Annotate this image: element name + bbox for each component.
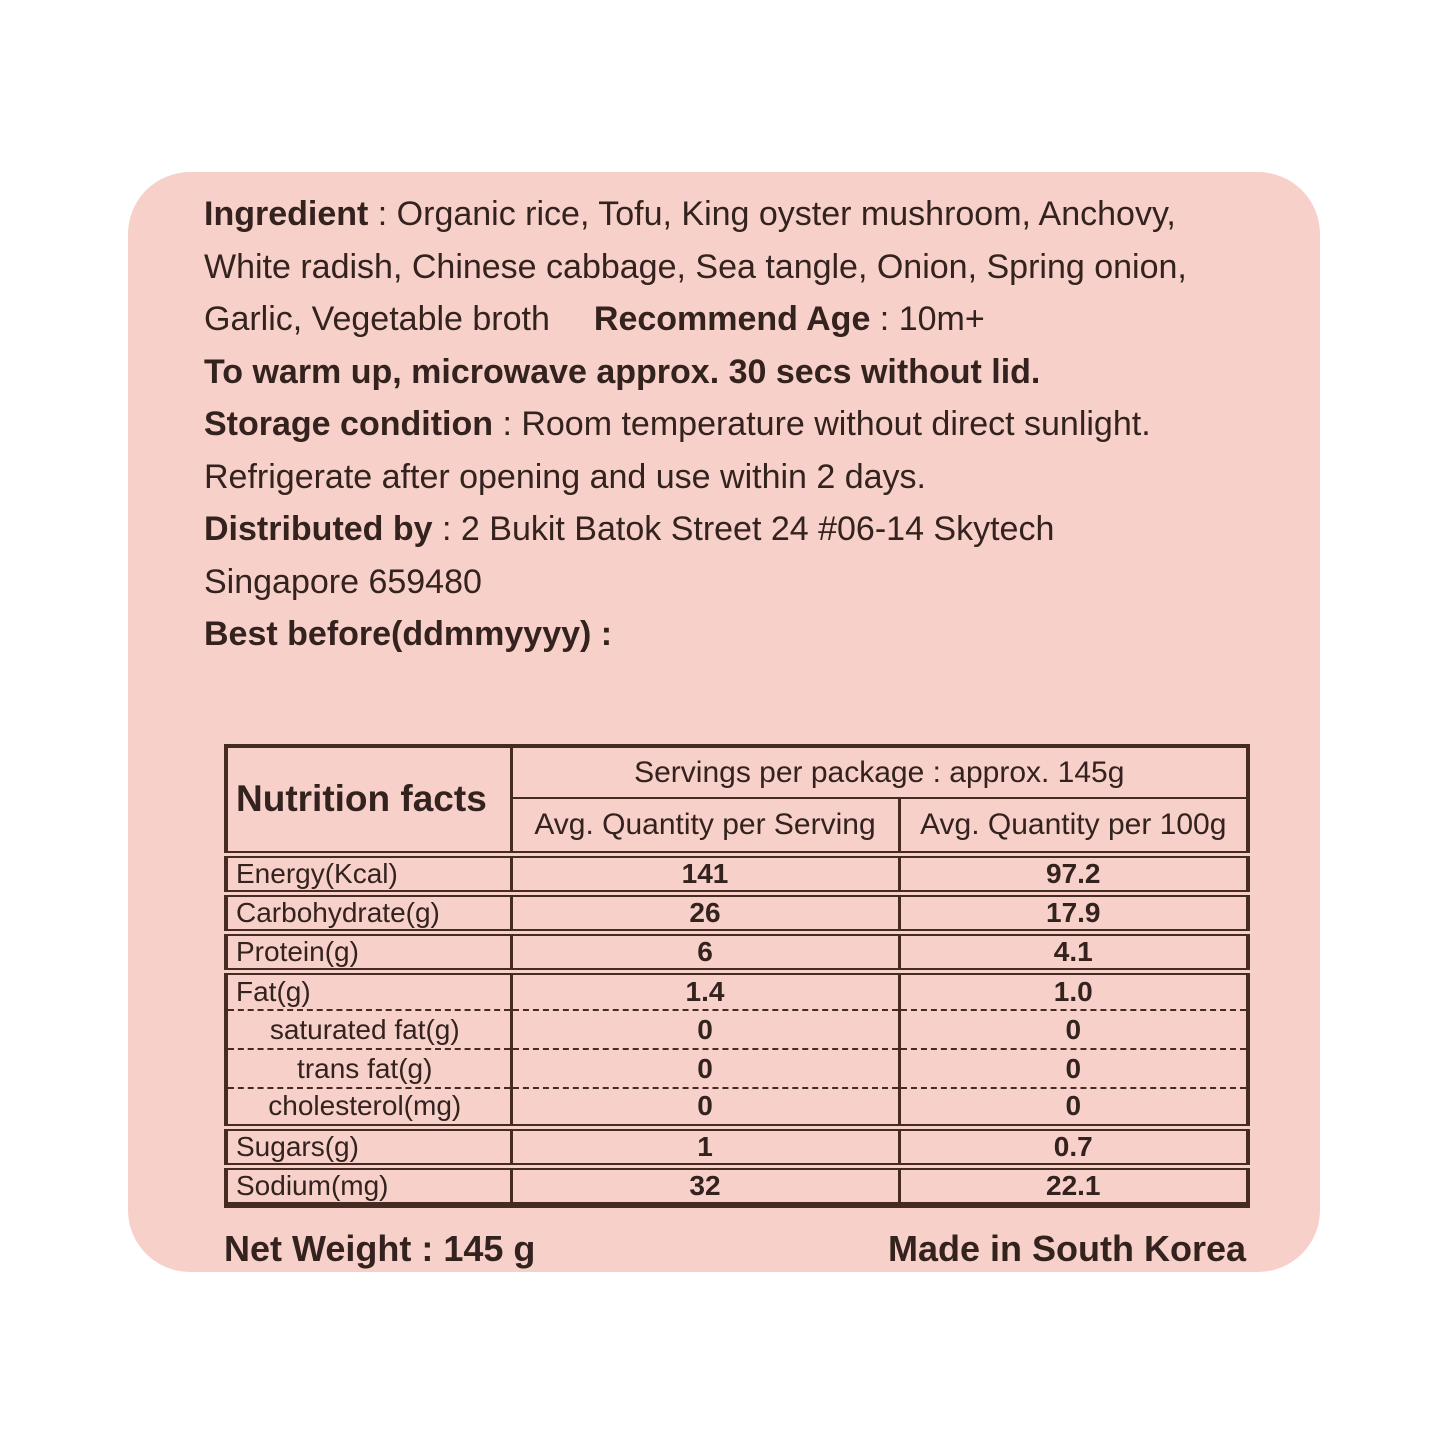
row-value-100g: 4.1 [899,932,1248,971]
product-label [128,172,1320,1272]
row-value-100g: 97.2 [899,854,1248,893]
row-value-100g: 0 [899,1049,1248,1088]
info-line-best-before [204,608,1274,661]
table-row-cholesterol [226,1088,1248,1127]
ingredient-list: : Organic rice, Tofu, King oyster mushroom, Anchovy, [368,195,1176,233]
table-row-fat [226,971,1248,1010]
row-value-serving: 6 [511,932,899,971]
row-value-serving: 0 [511,1010,899,1049]
warmup-instruction: To warm up, microwave approx. 30 secs without lid. [204,352,1041,391]
ingredient-list-3: Garlic, Vegetable broth [204,300,550,338]
row-value-serving: 141 [511,854,899,893]
table-title: Nutrition facts [236,778,487,820]
row-value-serving: 1.4 [511,971,899,1010]
row-value-100g: 0 [899,1088,1248,1127]
info-line-storage-2 [204,451,1274,504]
nutrition-facts-table [224,744,1250,1208]
ingredient-list-2: White radish, Chinese cabbage, Sea tangle, Onion, Spring onion, [204,247,1187,286]
storage-term: Storage condition [204,405,493,443]
info-block [204,188,1274,661]
table-row-saturated-fat [226,1010,1248,1049]
recommend-age-term: Recommend Age [593,300,871,338]
row-label: Energy(Kcal) [226,854,511,893]
row-value-100g: 0.7 [899,1127,1248,1166]
distributor-term: Distributed by [204,510,433,548]
row-label: cholesterol(mg) [226,1088,511,1127]
row-label: Protein(g) [226,932,511,971]
servings-header: Servings per package : approx. 145g [511,746,1248,798]
distributor-address-2: Singapore 659480 [204,562,482,601]
row-label: saturated fat(g) [226,1010,511,1049]
label-footer [224,1228,1246,1270]
info-line-storage [204,398,1274,451]
net-weight: Net Weight : 145 g [224,1228,536,1269]
distributor-address: : 2 Bukit Batok Street 24 #06-14 Skytech [432,510,1055,548]
made-in-origin: Made in South Korea [887,1228,1246,1269]
storage-value: : Room temperature without direct sunlight. [493,405,1151,443]
row-value-serving: 32 [511,1166,899,1205]
row-label: Carbohydrate(g) [226,893,511,932]
col-header-per-100g: Avg. Quantity per 100g [899,798,1248,854]
row-value-serving: 26 [511,893,899,932]
ingredient-term: Ingredient [204,195,369,233]
row-value-serving: 1 [511,1127,899,1166]
row-value-100g: 17.9 [899,893,1248,932]
best-before-term: Best before(ddmmyyyy) : [204,615,613,653]
row-label: Sugars(g) [226,1127,511,1166]
row-value-100g: 22.1 [899,1166,1248,1205]
info-line-distributor-2 [204,556,1274,609]
row-label: Sodium(mg) [226,1166,511,1205]
recommend-age-value: : 10m+ [870,300,985,338]
info-line-distributor [204,503,1274,556]
table-row-sodium [226,1166,1248,1205]
table-row-energy [226,854,1248,893]
table-row-trans-fat [226,1049,1248,1088]
info-line-warmup [204,346,1274,399]
row-label: Fat(g) [226,971,511,1010]
info-line-ingredient-3 [204,293,1274,346]
table-header-row-1 [226,746,1248,798]
row-value-serving: 0 [511,1049,899,1088]
table-row-carbohydrate [226,893,1248,932]
row-value-100g: 1.0 [899,971,1248,1010]
table-row-protein [226,932,1248,971]
row-value-100g: 0 [899,1010,1248,1049]
table-row-sugars [226,1127,1248,1166]
info-line-ingredient-2 [204,241,1274,294]
info-line-ingredient [204,188,1274,241]
storage-value-2: Refrigerate after opening and use within 2 days. [204,457,927,496]
col-header-per-serving: Avg. Quantity per Serving [511,798,899,854]
row-value-serving: 0 [511,1088,899,1127]
row-label: trans fat(g) [226,1049,511,1088]
